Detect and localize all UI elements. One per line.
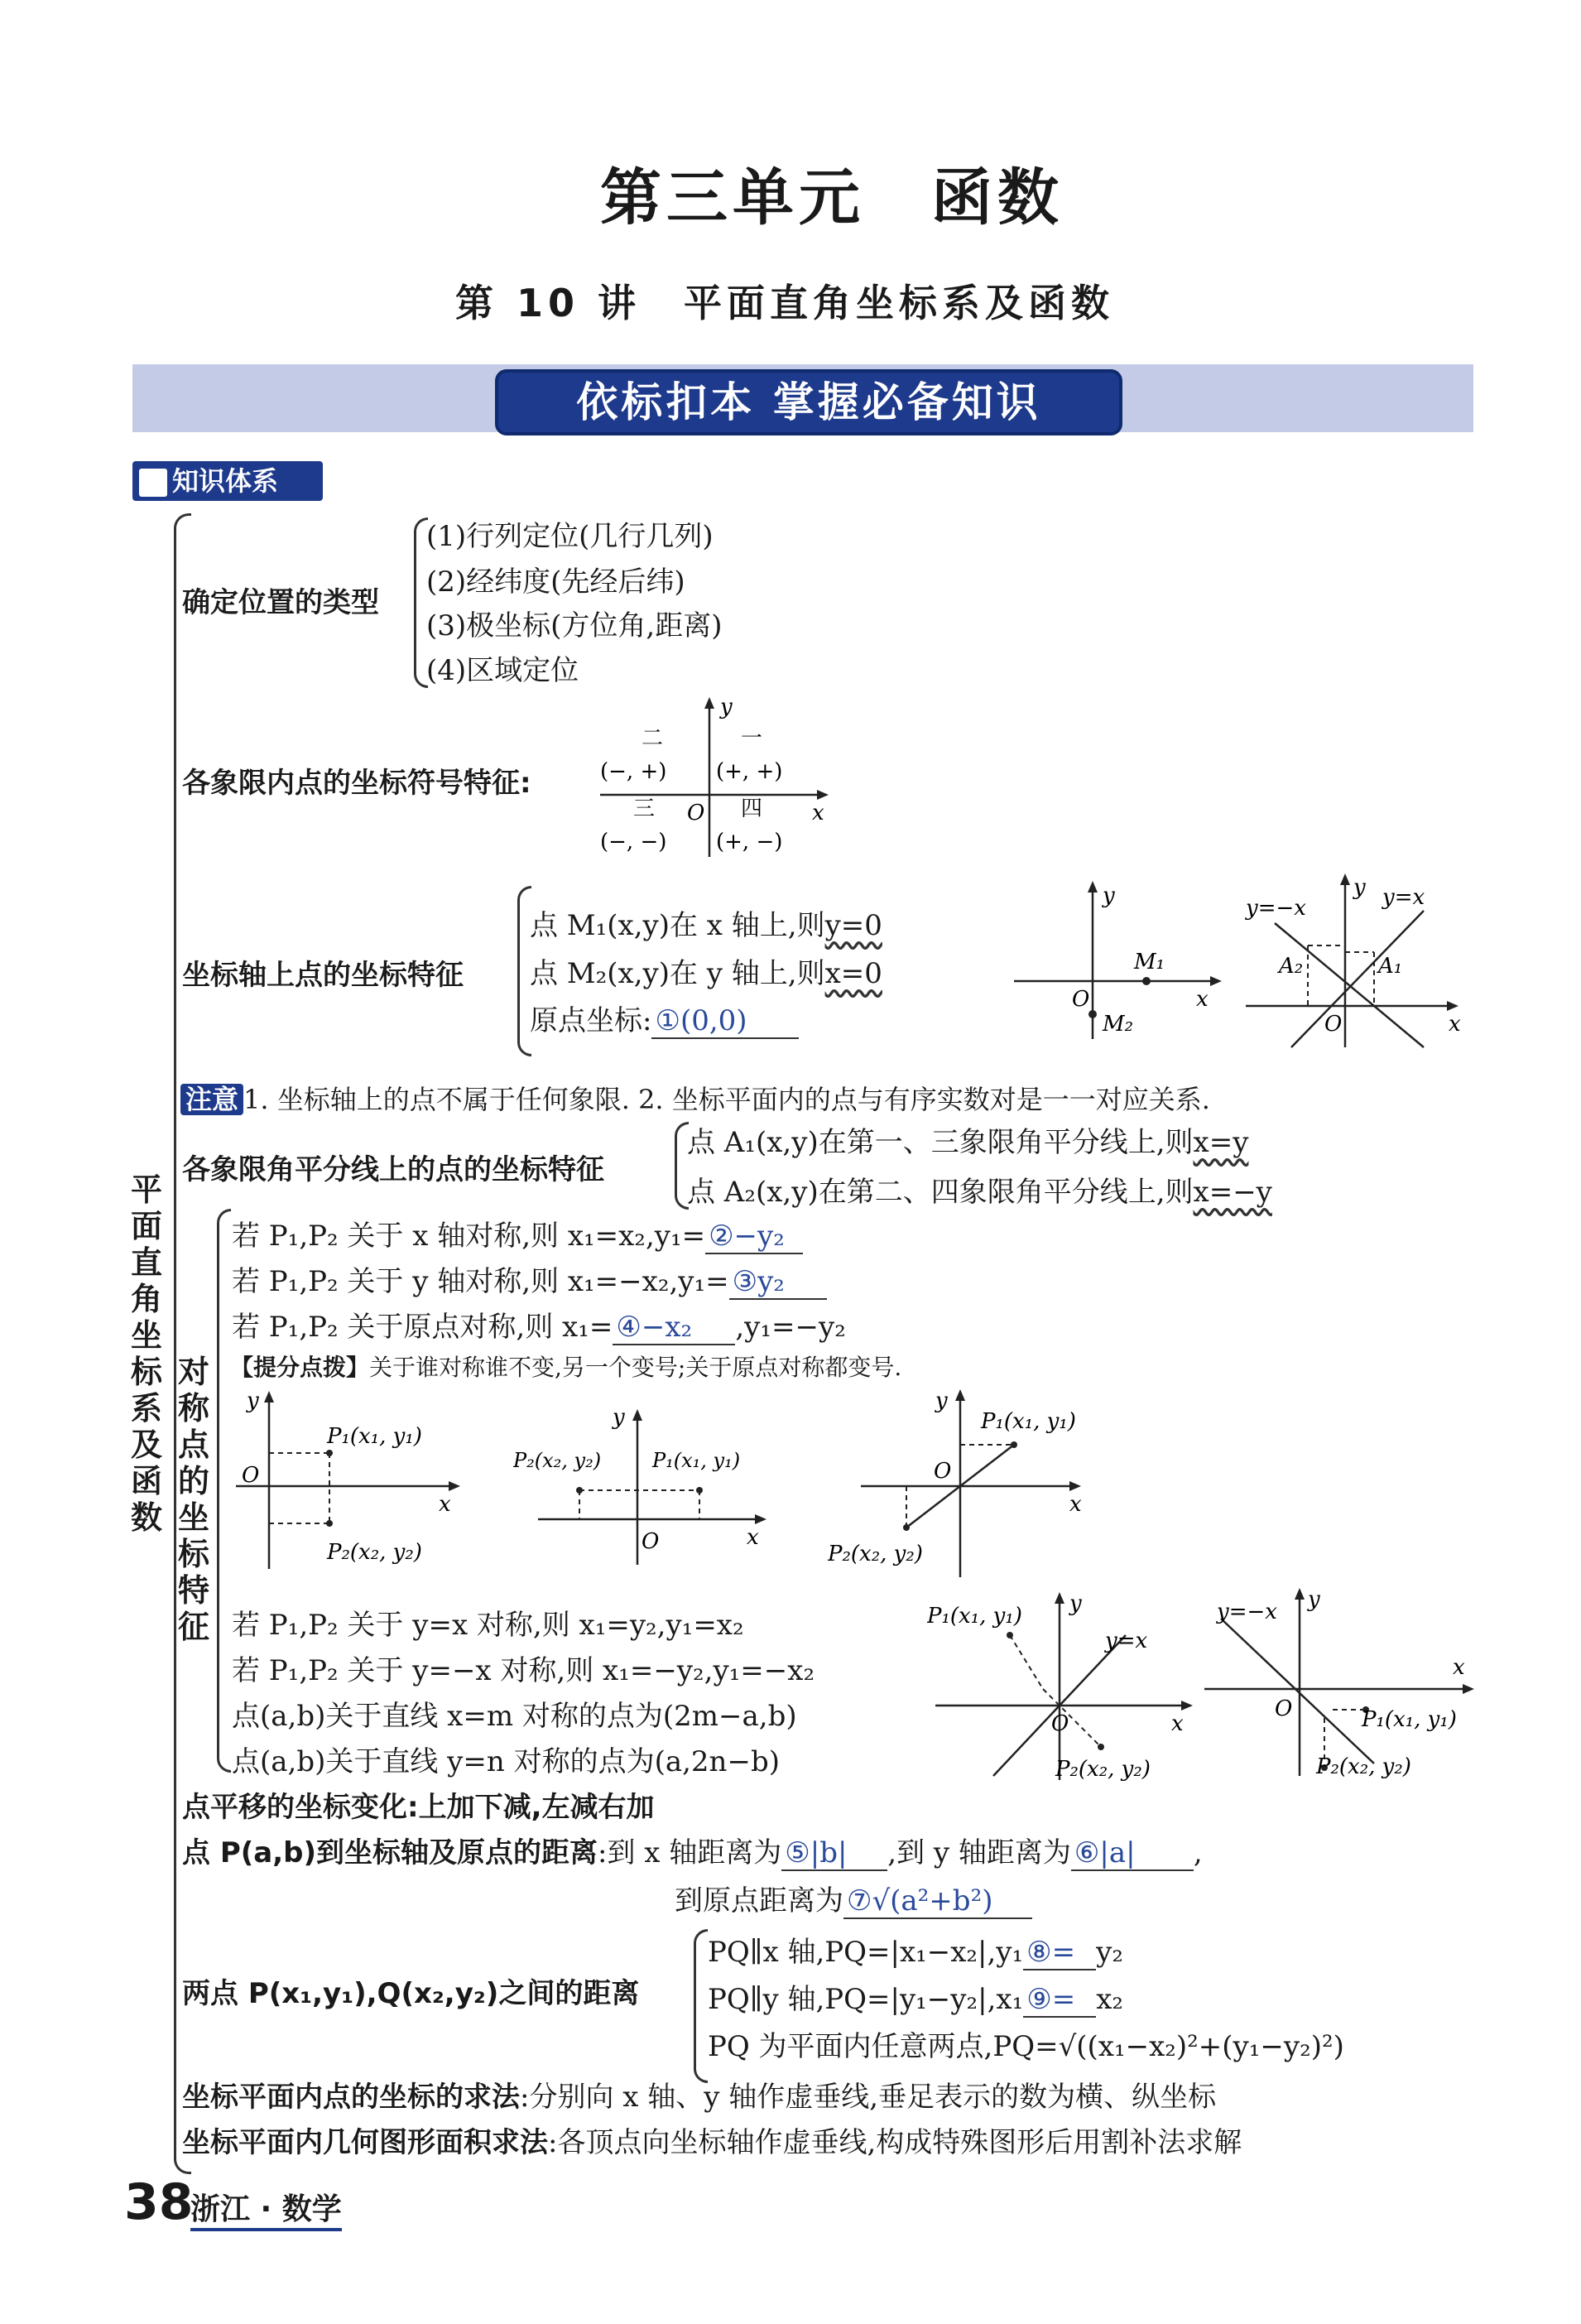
q2-label: 二 (642, 726, 664, 751)
axis-line-2 (530, 950, 882, 991)
fig-o: O (934, 1459, 952, 1484)
fig-y: y (247, 1388, 259, 1413)
q1-sign: (+, +) (716, 759, 783, 784)
symmetry-line-1 (232, 1213, 803, 1254)
method-2-text: :各顶点向坐标轴作虚垂线,构成特殊图形后用割补法求解 (548, 2126, 1242, 2159)
position-item: (1)行列定位(几行几列) (426, 520, 714, 553)
position-item: (2)经纬度(先经后纬) (426, 565, 685, 599)
fig-p2: P₂(x₂, y₂) (828, 1542, 923, 1566)
tp2-tail: x₂ (1096, 1983, 1124, 2016)
symmetry-tip (230, 1350, 901, 1383)
y-label: y (720, 695, 733, 719)
axis-line-3-text: 原点坐标: (530, 1004, 652, 1037)
fig-p1: P₁(x₁, y₁) (652, 1449, 741, 1472)
q4-label: 四 (741, 796, 763, 821)
x-label: x (812, 801, 824, 825)
unit-title: 第三单元 函数 (600, 162, 1064, 233)
sym1-text: 若 P₁,P₂ 关于 x 轴对称,则 x₁=x₂,y₁= (232, 1220, 706, 1253)
two-points-label: 两点 P(x₁,y₁),Q(x₂,y₂)之间的距离 (182, 1977, 640, 2010)
q4-sign: (+, −) (716, 830, 783, 854)
m2-point (1088, 1010, 1097, 1018)
two-points-line-1 (708, 1929, 1123, 1970)
fig-p2: P₂(x₂, y₂) (513, 1449, 602, 1472)
two-points-line-2 (708, 1976, 1123, 2018)
fig2-line1: y=−x (1246, 896, 1306, 921)
sym2-answer: ③y₂ (729, 1265, 827, 1300)
distance-t1: :到 x 轴距离为 (598, 1836, 782, 1869)
knowledge-tag (132, 461, 323, 501)
distance-a3: ⑦√(a²+b²) (843, 1884, 1032, 1919)
fig-x: x (1453, 1655, 1465, 1680)
fig-o: O (1051, 1711, 1069, 1736)
note-line (180, 1079, 1210, 1117)
knowledge-tag-label: 知识体系 (172, 465, 279, 497)
distance-origin (675, 1878, 1032, 1919)
two-points-line-3: PQ 为平面内任意两点,PQ=√((x₁−x₂)²+(y₁−y₂)²) (708, 2030, 1344, 2063)
position-item: (4)区域定位 (426, 654, 579, 687)
tp2-answer: ⑨= (1023, 1983, 1096, 2018)
fig-p1: P₁(x₁, y₁) (981, 1409, 1076, 1434)
tp1-text: PQ∥x 轴,PQ=|x₁−x₂|,y₁ (708, 1936, 1024, 1969)
y-arrow (704, 697, 714, 709)
symmetry-line-3 (232, 1304, 846, 1345)
bisector-line-2 (687, 1169, 1272, 1210)
fig-y: y (613, 1405, 625, 1430)
method-1-text: :分别向 x 轴、y 轴作虚垂线,垂足表示的数为横、纵坐标 (520, 2081, 1217, 2114)
sym2-text: 若 P₁,P₂ 关于 y 轴对称,则 x₁=−x₂,y₁= (232, 1265, 729, 1298)
two-points-brace (694, 1929, 708, 2083)
bisector-line-1 (687, 1119, 1248, 1160)
sym-x-axis-diagram (232, 1379, 472, 1573)
fig2-y: y (1353, 875, 1366, 900)
fig2-a2: A₂ (1279, 954, 1304, 979)
fig-o: O (642, 1529, 660, 1554)
tp1-tail: y₂ (1096, 1936, 1123, 1969)
fig1-o: O (1072, 987, 1090, 1012)
sym3-answer: ④−x₂ (613, 1311, 735, 1345)
note-text: 1. 坐标轴上的点不属于任何象限. 2. 坐标平面内的点与有序实数对是一一对应关系. (243, 1084, 1210, 1115)
lecture-title: 第 10 讲 平面直角坐标系及函数 (455, 281, 1115, 325)
footer-text: 浙江 · 数学 (190, 2186, 342, 2231)
sym-ynx-diagram (1200, 1581, 1478, 1780)
method-1 (182, 2074, 1216, 2115)
distance-a1: ⑤|b| (781, 1836, 887, 1871)
method-2 (182, 2120, 1242, 2160)
tp1-answer: ⑧= (1023, 1936, 1096, 1970)
fig-o: O (242, 1463, 260, 1488)
axis-answer-1: y=0 (824, 909, 882, 942)
fig1-x: x (1196, 987, 1209, 1012)
axis-line-1 (530, 902, 882, 943)
bisector-answer-1: x=y (1193, 1126, 1249, 1159)
distance-prefix: 点 P(a,b)到坐标轴及原点的距离 (182, 1836, 598, 1869)
fig2-x: x (1449, 1012, 1461, 1037)
axis-points-diagram (1010, 878, 1225, 1043)
sym-y-axis-diagram (513, 1399, 778, 1565)
fig2-o: O (1324, 1012, 1343, 1037)
fig-p1: P₁(x₁, y₁) (1362, 1707, 1457, 1732)
symmetry-brace (217, 1209, 231, 1773)
fig-x: x (747, 1525, 759, 1550)
axis-line-3 (530, 998, 799, 1039)
quadrant-label: 各象限内点的坐标符号特征: (182, 767, 531, 800)
tip-text: 关于谁对称谁不变,另一个变号;关于原点对称都变号. (369, 1354, 902, 1381)
fig-p1: P₁(x₁, y₁) (927, 1604, 1022, 1629)
fig-p2: P₂(x₂, y₂) (1316, 1754, 1411, 1779)
fig-x: x (1171, 1711, 1184, 1736)
page-number: 38 (124, 2173, 194, 2231)
fig-p2: P₂(x₂, y₂) (1055, 1757, 1151, 1782)
quadrant-diagram (584, 695, 832, 861)
distance-t2: ,到 y 轴距离为 (887, 1836, 1071, 1869)
sym-origin-diagram (828, 1383, 1109, 1581)
fig2-line2: y=x (1382, 885, 1425, 910)
axis-answer-2: x=0 (824, 957, 882, 990)
bisector-line-1-text: 点 A₁(x,y)在第一、三象限角平分线上,则 (687, 1126, 1194, 1159)
fig1-m1: M₁ (1134, 950, 1165, 974)
position-item: (3)极坐标(方位角,距离) (426, 609, 723, 642)
note-tag: 注意 (180, 1084, 243, 1115)
bisector-line-2-text: 点 A₂(x,y)在第二、四象限角平分线上,则 (687, 1176, 1194, 1209)
section-banner: 依标扣本 掌握必备知识 (495, 369, 1122, 435)
distance-t3: 到原点距离为 (675, 1884, 843, 1917)
axis-line-1-text: 点 M₁(x,y)在 x 轴上,则 (530, 909, 825, 942)
fig-p1: P₁(x₁, y₁) (327, 1424, 422, 1449)
sym3-text: 若 P₁,P₂ 关于原点对称,则 x₁= (232, 1311, 613, 1344)
method-1-label: 坐标平面内点的坐标的求法 (182, 2081, 520, 2114)
fig2-a1: A₁ (1378, 954, 1403, 979)
origin-label: O (687, 801, 705, 825)
fig-y: y (1069, 1591, 1082, 1616)
q2-sign: (−, +) (600, 759, 667, 784)
m1-point (1142, 977, 1151, 985)
tip-tag: 【提分点拨】 (230, 1354, 370, 1381)
sym1-answer: ②−y₂ (705, 1220, 803, 1254)
symmetry-line-6: 点(a,b)关于直线 x=m 对称的点为(2m−a,b) (232, 1700, 797, 1733)
bisector-diagram (1242, 869, 1465, 1051)
fig-p2: P₂(x₂, y₂) (327, 1540, 422, 1565)
fig-yx: y=x (1105, 1629, 1148, 1653)
fig-y: y (1308, 1587, 1320, 1612)
distance-line: 点 P(a,b)到坐标轴及原点的距离:到 x 轴距离为 ⑤|b| ,到 y 轴距离为 ⑥|a| , (182, 1836, 1203, 1869)
edit-icon (139, 469, 167, 497)
fig-o: O (1275, 1696, 1293, 1721)
fig1-m2: M₂ (1103, 1012, 1134, 1037)
symmetry-label: 对称点的坐标特征 (177, 1354, 209, 1645)
x-arrow (817, 790, 829, 800)
fig1-y: y (1103, 883, 1115, 908)
translation-rule: 点平移的坐标变化:上加下减,左减右加 (182, 1791, 655, 1824)
axis-points-label: 坐标轴上点的坐标特征 (182, 959, 464, 992)
bisector-answer-2: x=−y (1193, 1176, 1272, 1209)
q1-label: 一 (741, 726, 763, 751)
q3-sign: (−, −) (600, 830, 667, 854)
symmetry-line-5: 若 P₁,P₂ 关于 y=−x 对称,则 x₁=−y₂,y₁=−x₂ (232, 1654, 815, 1687)
sym3-tail: ,y₁=−y₂ (735, 1311, 846, 1344)
q3-label: 三 (633, 796, 656, 821)
distance-a2: ⑥|a| (1071, 1836, 1194, 1871)
fig-ynx: y=−x (1217, 1600, 1277, 1624)
fig-y: y (935, 1388, 948, 1413)
sym-yx-diagram (927, 1585, 1200, 1784)
method-2-label: 坐标平面内几何图形面积求法 (182, 2126, 548, 2159)
symmetry-line-7: 点(a,b)关于直线 y=n 对称的点为(a,2n−b) (232, 1745, 780, 1778)
axis-line-2-text: 点 M₂(x,y)在 y 轴上,则 (530, 957, 825, 990)
bisector-label: 各象限角平分线上的点的坐标特征 (182, 1153, 604, 1186)
side-title: 平面直角坐标系及函数 (130, 1172, 162, 1536)
fig-x: x (1069, 1492, 1082, 1517)
axis-answer-3: ①(0,0) (651, 1004, 799, 1039)
tp2-text: PQ∥y 轴,PQ=|y₁−y₂|,x₁ (708, 1983, 1024, 2016)
position-types-label: 确定位置的类型 (182, 586, 379, 619)
fig-x: x (439, 1492, 451, 1517)
symmetry-line-2 (232, 1258, 827, 1300)
symmetry-line-4: 若 P₁,P₂ 关于 y=x 对称,则 x₁=y₂,y₁=x₂ (232, 1609, 744, 1642)
